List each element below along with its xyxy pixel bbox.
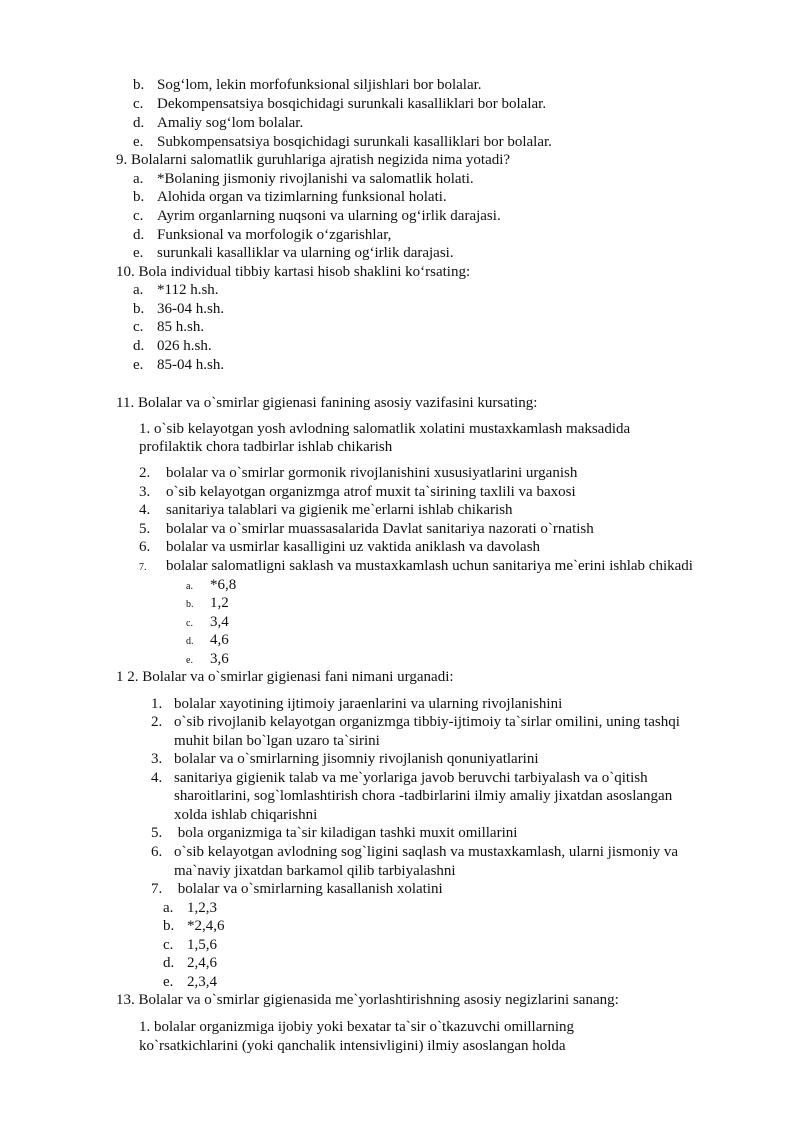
option-marker: e. [133,134,144,150]
q11-item-5 [139,520,594,539]
option-marker: c. [163,937,174,953]
option-marker: c. [186,618,193,629]
option-marker: a. [186,581,193,592]
option-text: 1,2,3 [187,900,217,916]
item-number: 4. [139,502,151,518]
option-text: Sog‘lom, lekin morfofunksional siljishlari bor bolalar. [157,77,482,93]
q8-option-c [133,95,546,114]
option-text: 85-04 h.sh. [157,357,225,373]
option-text: 1,2 [210,595,229,611]
q12-item-7 [151,880,443,899]
option-text: Ayrim organlarning nuqsoni va ularning og‘irlik darajasi. [157,208,501,224]
q8-option-b [133,76,482,95]
q11-item-2 [139,464,577,483]
option-marker: b. [186,599,194,610]
option-marker: c. [133,319,144,335]
item-number: 7. [151,881,163,897]
q13-item-1-cont: ko`rsatkichlarini (yoki qanchalik intensivligini) ilmiy asoslangan holda [139,1038,566,1054]
q9-option-e [133,244,454,263]
option-text: Alohida organ va tizimlarning funksional holati. [157,189,447,205]
q10-option-c [133,318,204,337]
q10-option-e [133,356,224,375]
option-marker: d. [133,115,145,131]
option-marker: a. [163,900,174,916]
q12-item-4 [151,769,174,788]
q12-item-6 [151,843,174,862]
item-text: bolalar va o`smirlar muassasalarida Davlat sanitariya nazorati o`rnatish [166,521,594,537]
option-marker: e. [186,655,193,666]
option-marker: b. [133,189,145,205]
item-text: bola organizmiga ta`sir kiladigan tashki muxit omillarini [174,825,518,841]
option-text: 36-04 h.sh. [157,301,225,317]
item-text: sanitariya talablari va gigienik me`erlarni ishlab chikarish [166,502,513,518]
q12-item-2 [151,713,174,732]
q10-option-a [133,281,219,300]
option-marker: e. [163,974,174,990]
item-number: 3. [139,484,151,500]
option-text: *Bolaning jismoniy rivojlanishi va salomatlik holati. [157,171,474,187]
q13-item-1: 1. bolalar organizmiga ijobiy yoki bexatar ta`sir o`tkazuvchi omillarning [139,1019,575,1035]
option-marker: e. [133,357,144,373]
q11-option-b [186,594,229,615]
option-marker: d. [163,955,175,971]
q12-option-d [163,954,217,973]
option-text: Amaliy sog‘lom bolalar. [157,115,304,131]
item-number: 2. [151,714,163,730]
option-text: 026 h.sh. [157,338,212,354]
option-marker: d. [186,636,194,647]
q11-title: 11. Bolalar va o`smirlar gigienasi fanining asosiy vazifasini kursating: [116,395,538,411]
item-number: 5. [139,521,151,537]
q9-option-b [133,188,447,207]
option-text: 2,4,6 [187,955,217,971]
q10-option-b [133,300,224,319]
q11-item-7 [139,557,693,578]
option-text: 85 h.sh. [157,319,205,335]
q12-item-4-cont: sharoitlarini, sog`lomlashtirish chora -tadbirlarini ilmiy amaliy jixatdan asoslangan [174,788,673,804]
q9-option-c [133,207,501,226]
option-text: *112 h.sh. [157,282,219,298]
q8-option-e [133,133,552,152]
q12-option-c [163,936,217,955]
item-number: 6. [151,844,163,860]
q9-title: 9. Bolalarni salomatlik guruhlariga ajratish negizida nima yotadi? [116,152,511,168]
option-text: 1,5,6 [187,937,217,953]
item-number: 6. [139,539,151,555]
item-number: 7. [139,562,147,573]
q10-title: 10. Bola individual tibbiy kartasi hisob shaklini ko‘rsating: [116,264,471,280]
q12-option-a [163,899,217,918]
option-marker: d. [133,227,145,243]
q9-option-a [133,170,474,189]
option-marker: b. [163,918,175,934]
q12-item-4-text: sanitariya gigienik talab va me`yorlariga javob beruvchi tarbiyalash va o`qitish [174,770,648,786]
option-marker: c. [133,96,144,112]
item-text: bolalar va o`smirlar gormonik rivojlanishini xususiyatlarini urganish [166,465,578,481]
q10-option-d [133,337,212,356]
option-marker: c. [133,208,144,224]
item-number: 3. [151,751,163,767]
item-text: bolalar salomatligni saklash va mustaxkamlash uchun sanitariya me`erini ishlab chikadi [166,558,693,574]
option-text: *2,4,6 [187,918,225,934]
option-marker: b. [133,77,145,93]
q12-option-b [163,917,225,936]
option-text: Subkompensatsiya bosqichidagi surunkali kasalliklari bor bolalar. [157,134,552,150]
q11-option-d [186,631,229,652]
q11-item-3 [139,483,576,502]
option-text: Dekompensatsiya bosqichidagi surunkali kasalliklari bor bolalar. [157,96,547,112]
item-number: 2. [139,465,151,481]
option-text: Funksional va morfologik o‘zgarishlar, [157,227,392,243]
q12-item-2-cont: muhit bilan bo`lgan uzaro ta`sirini [174,733,380,749]
option-text: 4,6 [210,632,229,648]
option-text: surunkali kasalliklar va ularning og‘irlik darajasi. [157,245,454,261]
option-marker: a. [133,282,144,298]
q11-item-4 [139,501,513,520]
q12-title: 1 2. Bolalar va o`smirlar gigienasi fani nimani urganadi: [116,669,454,685]
q8-option-d [133,114,303,133]
q11-item-1-cont: profilaktik chora tadbirlar ishlab chikarish [139,439,393,455]
item-number: 4. [151,770,163,786]
item-text: o`sib kelayotgan organizmga atrof muxit ta`sirining taxlili va baxosi [166,484,576,500]
option-marker: b. [133,301,145,317]
item-text: bolalar va o`smirlarning kasallanish xolatini [174,881,443,897]
q12-item-6-cont: ma`naviy jixatdan barkamol qilib tarbiyalashni [174,863,456,879]
q11-item-6 [139,538,540,557]
option-text: 3,4 [210,614,229,630]
item-number: 1. [151,696,163,712]
q12-item-6-text: o`sib kelayotgan avlodning sog`ligini saqlash va mustaxkamlash, ularni jismoniy va [174,844,679,860]
q12-item-1 [151,695,562,714]
q12-item-4-cont2: xolda ishlab chiqarishni [174,807,318,823]
q11-item-1: 1. o`sib kelayotgan yosh avlodning salomatlik xolatini mustaxkamlash maksadida [139,421,631,437]
item-number: 5. [151,825,163,841]
option-marker: e. [133,245,144,261]
item-text: bolalar va usmirlar kasalligini uz vaktida aniklash va davolash [166,539,541,555]
item-text: bolalar xayotining ijtimoiy jaraenlarini va ularning rivojlanishini [174,696,563,712]
option-marker: d. [133,338,145,354]
item-text: bolalar va o`smirlarning jisomniy rivojlanish qonuniyatlarini [174,751,539,767]
option-text: *6,8 [210,577,237,593]
q13-title: 13. Bolalar va o`smirlar gigienasida me`yorlashtirishning asosiy negizlarini sanang: [116,992,619,1008]
option-marker: a. [133,171,144,187]
q12-option-e [163,973,217,992]
q12-item-5 [151,824,517,843]
q9-option-d [133,226,391,245]
q12-item-2-text: o`sib rivojlanib kelayotgan organizmga tibbiy-ijtimoiy ta`sirlar omilini, uning tashqi [174,714,680,730]
option-text: 3,6 [210,651,229,667]
q12-item-3 [151,750,539,769]
option-text: 2,3,4 [187,974,217,990]
